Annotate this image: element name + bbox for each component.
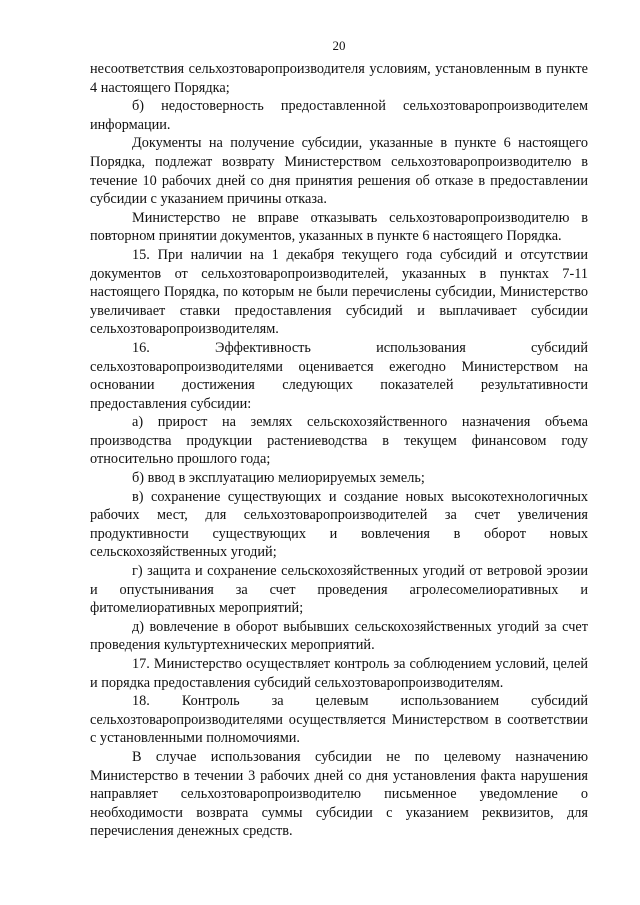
paragraph: несоответствия сельхозтоваропроизводителя условиям, установленным в пункте 4 настоящего Порядка;: [90, 61, 588, 96]
document-body: [90, 60, 588, 841]
paragraph: 17. Министерство осуществляет контроль за соблюдением условий, целей и порядка предоставления субсидий сельхозтоваропроизводителям.: [90, 656, 588, 691]
paragraph: а) прирост на землях сельскохозяйственного назначения объема производства продукции растениеводства в текущем финансовом году относительно прошлого года;: [90, 414, 588, 468]
paragraph: 15. При наличии на 1 декабря текущего года субсидий и отсутствии документов от сельхозтоваропроизводителей, указанных в пунктах 7-11 настоящего Порядка, по которым не были перечислены субсидии, Министерство увеличивает ставки предоставления субсидий и выплачивает субсидии сельхозтоваропроизводителям.: [90, 246, 588, 338]
paragraph: б) ввод в эксплуатацию мелиорируемых земель;: [132, 470, 425, 487]
paragraph: В случае использования субсидии не по целевому назначению Министерство в течении 3 рабочих дней со дня установления факта нарушения направляет сельхозтоваропроизводителю письменное уведомление о необходимости возврата суммы субсидии с указанием реквизитов, для перечисления денежных средств.: [90, 748, 588, 840]
paragraph: 18. Контроль за целевым использованием субсидий сельхозтоваропроизводителями осуществляется Министерством в соответствии с установленными полномочиями.: [90, 693, 588, 747]
paragraph: д) вовлечение в оборот выбывших сельскохозяйственных угодий за счет проведения культуртехнических мероприятий.: [90, 618, 588, 654]
paragraph: Документы на получение субсидии, указанные в пункте 6 настоящего Порядка, подлежат возврату Министерством сельхозтоваропроизводителю в течение 10 рабочих дней со дня принятия решения об отказе в предоставлении субсидии с указанием причины отказа.: [90, 135, 588, 208]
paragraph: 16. Эффективность использования субсидий сельхозтоваропроизводителями оценивается ежегодно Министерством на основании достижения следующих показателей результативности предоставления субсидии:: [90, 339, 588, 412]
page-number: 20: [332, 38, 346, 53]
paragraph: г) защита и сохранение сельскохозяйственных угодий от ветровой эрозии и опустынивания за счет проведения агролесомелиоративных и фитомелиоративных мероприятий;: [90, 563, 588, 617]
paragraph: Министерство не вправе отказывать сельхозтоваропроизводителю в повторном принятии документов, указанных в пункте 6 настоящего Порядка.: [90, 209, 588, 245]
paragraph: в) сохранение существующих и создание новых высокотехнологичных рабочих мест, для сельхозтоваропроизводителей за счет увеличения продуктивности существующих и вовлечения в оборот новых сельскохозяйственных угодий;: [90, 488, 588, 561]
paragraph: б) недостоверность предоставленной сельхозтоваропроизводителем информации.: [90, 98, 588, 133]
